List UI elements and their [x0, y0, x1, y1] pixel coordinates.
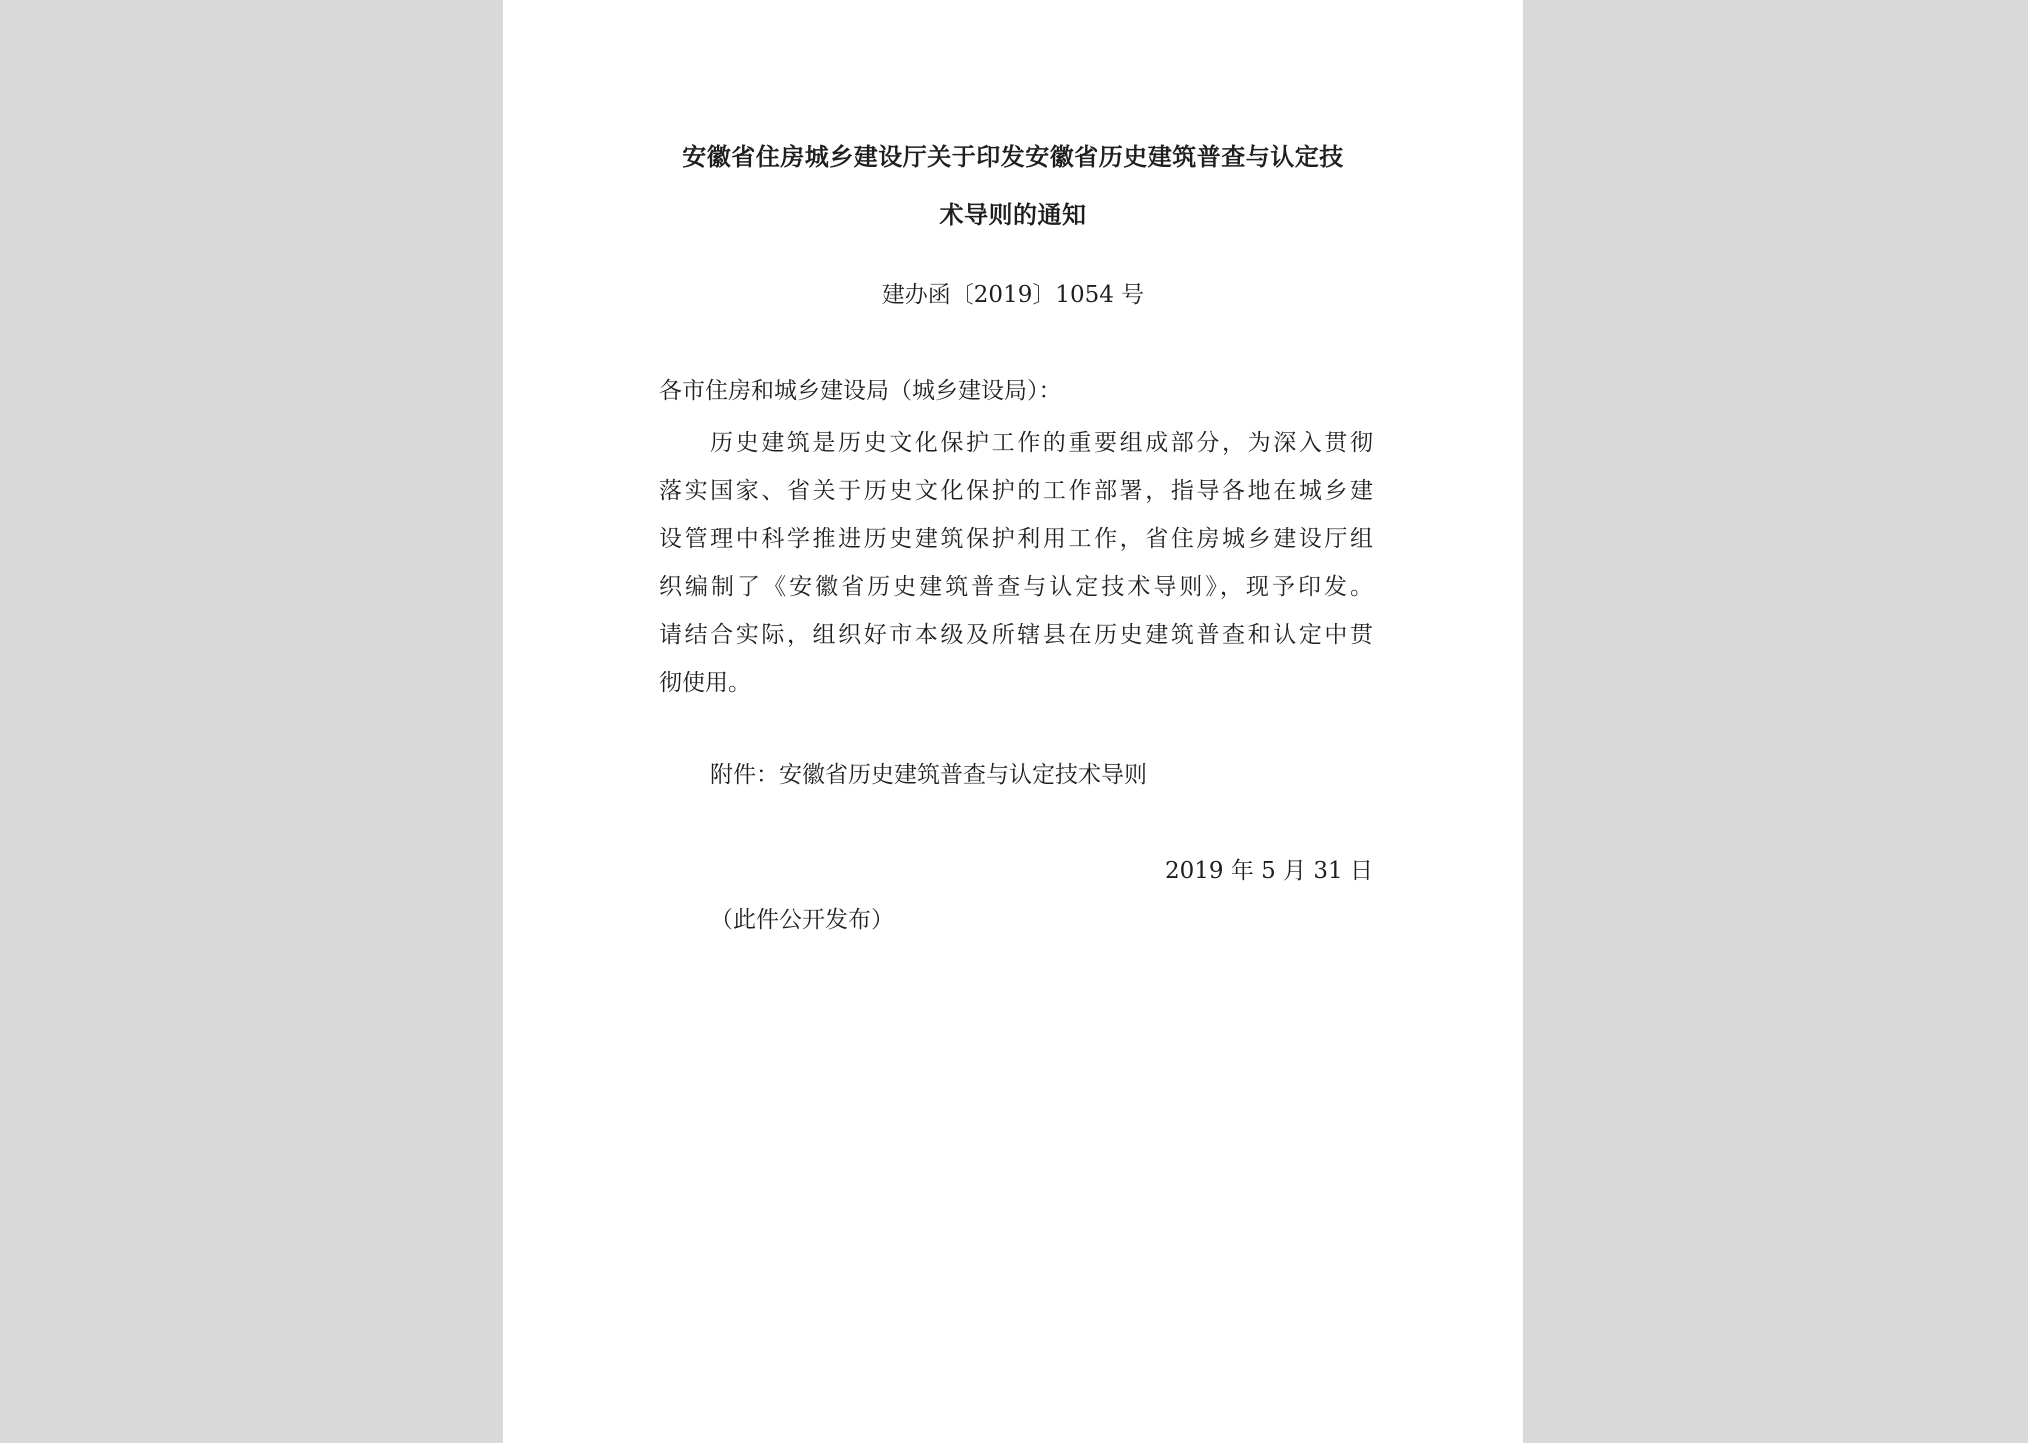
body-line: 织编制了《安徽省历史建筑普查与认定技术导则》，现予印发。	[659, 574, 1373, 600]
document-page	[503, 0, 1523, 1443]
body-line: 彻使用。	[659, 670, 751, 696]
document-title	[503, 128, 1523, 244]
body-line: 历史建筑是历史文化保护工作的重要组成部分，为深入贯彻	[710, 430, 1373, 456]
body-line: 设管理中科学推进历史建筑保护利用工作，省住房城乡建设厅组	[659, 526, 1373, 552]
body-paragraph	[659, 419, 1373, 707]
body-line: 落实国家、省关于历史文化保护的工作部署，指导各地在城乡建	[659, 478, 1373, 504]
title-line: 安徽省住房城乡建设厅关于印发安徽省历史建筑普查与认定技	[682, 143, 1344, 171]
issue-date: 2019 年 5 月 31 日	[1165, 858, 1373, 884]
document-number: 建办函〔2019〕1054 号	[881, 282, 1145, 308]
public-release-note: （此件公开发布）	[710, 907, 894, 933]
addressee: 各市住房和城乡建设局（城乡建设局）：	[659, 378, 1062, 404]
title-line: 术导则的通知	[939, 201, 1087, 229]
body-line: 请结合实际，组织好市本级及所辖县在历史建筑普查和认定中贯	[659, 622, 1373, 648]
attachment-note: 附件：安徽省历史建筑普查与认定技术导则	[710, 762, 1147, 788]
